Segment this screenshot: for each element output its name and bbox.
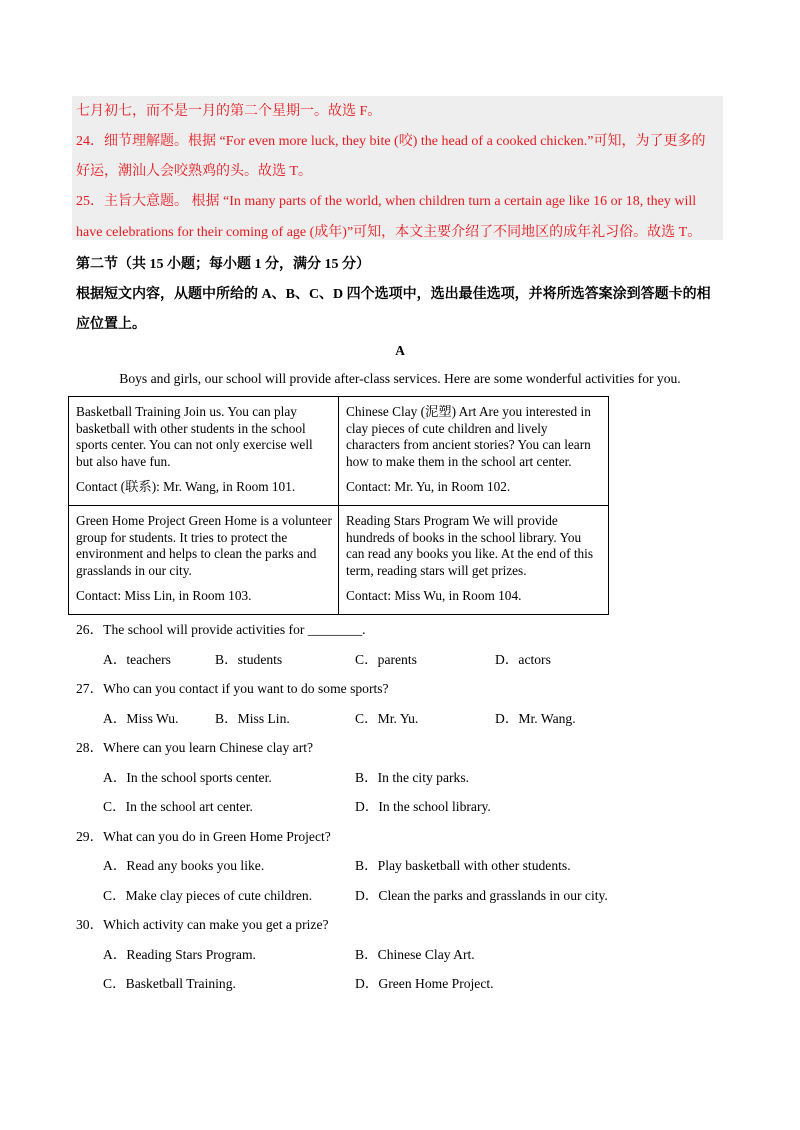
activity-desc: Reading Stars Program We will provide hundreds of books in the school library. You can read any books you like. At the end of this term, reading stars will get prizes. [346, 513, 594, 578]
activity-contact: Contact: Miss Lin, in Room 103. [76, 588, 252, 603]
activity-desc: Chinese Clay (泥塑) Art Are you interested in clay pieces of cute children and lively characters from ancient stories? You can learn how to make them in the school art center. [346, 404, 591, 469]
answer-line: 24．细节理解题。根据 “For even more luck, they bite (咬) the head of a cooked chicken.”可知，为了更多的 [76, 134, 706, 149]
option-a[interactable]: A．Reading Stars Program. [103, 947, 256, 962]
option-c[interactable]: C．Mr. Yu. [355, 711, 419, 726]
activities-table [68, 396, 609, 615]
question-26: 26．The school will provide activities for ________. [76, 622, 366, 637]
section-instruction: 根据短文内容，从题中所给的 A、B、C、D 四个选项中，选出最佳选项，并将所选答案涂到答题卡的相 [76, 287, 711, 302]
option-b[interactable]: B．In the city parks. [355, 770, 470, 785]
answer-line: have celebrations for their coming of age (成年)”可知，本文主要介绍了不同地区的成年礼习俗。故选 T。 [76, 225, 702, 240]
option-d[interactable]: D．Clean the parks and grasslands in our city. [355, 888, 608, 903]
activity-desc: Basketball Training Join us. You can play basketball with other students in the school sports center. You can not only exercise well but also have fun. [76, 404, 313, 469]
option-a[interactable]: A．Read any books you like. [103, 858, 265, 873]
section-instruction-cont: 应位置上。 [76, 317, 146, 332]
option-d[interactable]: D．In the school library. [355, 799, 491, 814]
activity-cell-clay-art [339, 397, 609, 506]
option-c[interactable]: C．Make clay pieces of cute children. [103, 888, 313, 903]
question-28: 28．Where can you learn Chinese clay art? [76, 740, 314, 755]
option-d[interactable]: D．actors [495, 652, 551, 667]
option-b[interactable]: B．Chinese Clay Art. [355, 947, 475, 962]
question-29: 29．What can you do in Green Home Project? [76, 829, 331, 844]
activity-desc: Green Home Project Green Home is a volunteer group for students. It tries to protect the environment and helps to clean the parks and grasslands in our city. [76, 513, 332, 578]
answer-line: 七月初七，而不是一月的第二个星期一。故选 F。 [76, 104, 382, 119]
activity-contact: Contact (联系): Mr. Wang, in Room 101. [76, 479, 296, 494]
passage-label: A [395, 343, 405, 358]
question-30: 30．Which activity can make you get a prize? [76, 917, 329, 932]
option-d[interactable]: D．Green Home Project. [355, 976, 494, 991]
option-c[interactable]: C．Basketball Training. [103, 976, 236, 991]
answer-line: 好运，潮汕人会咬熟鸡的头。故选 T。 [76, 164, 313, 179]
option-b[interactable]: B．students [215, 652, 283, 667]
activity-cell-green-home [69, 506, 339, 615]
activity-cell-reading-stars [339, 506, 609, 615]
answer-line: 25．主旨大意题。 根据 “In many parts of the world, when children turn a certain age like 16 or 18, they will [76, 194, 697, 209]
option-d[interactable]: D．Mr. Wang. [495, 711, 576, 726]
section-heading: 第二节（共 15 小题；每小题 1 分，满分 15 分） [76, 257, 370, 272]
activity-cell-basketball [69, 397, 339, 506]
option-a[interactable]: A．Miss Wu. [103, 711, 179, 726]
option-c[interactable]: C．parents [355, 652, 417, 667]
option-b[interactable]: B．Miss Lin. [215, 711, 290, 726]
activity-contact: Contact: Mr. Yu, in Room 102. [346, 479, 511, 494]
option-c[interactable]: C．In the school art center. [103, 799, 253, 814]
activity-contact: Contact: Miss Wu, in Room 104. [346, 588, 522, 603]
option-b[interactable]: B．Play basketball with other students. [355, 858, 571, 873]
option-a[interactable]: A．teachers [103, 652, 171, 667]
option-a[interactable]: A．In the school sports center. [103, 770, 272, 785]
question-27: 27．Who can you contact if you want to do some sports? [76, 681, 389, 696]
passage-intro: Boys and girls, our school will provide after-class services. Here are some wonderful activities for you. [119, 371, 681, 386]
